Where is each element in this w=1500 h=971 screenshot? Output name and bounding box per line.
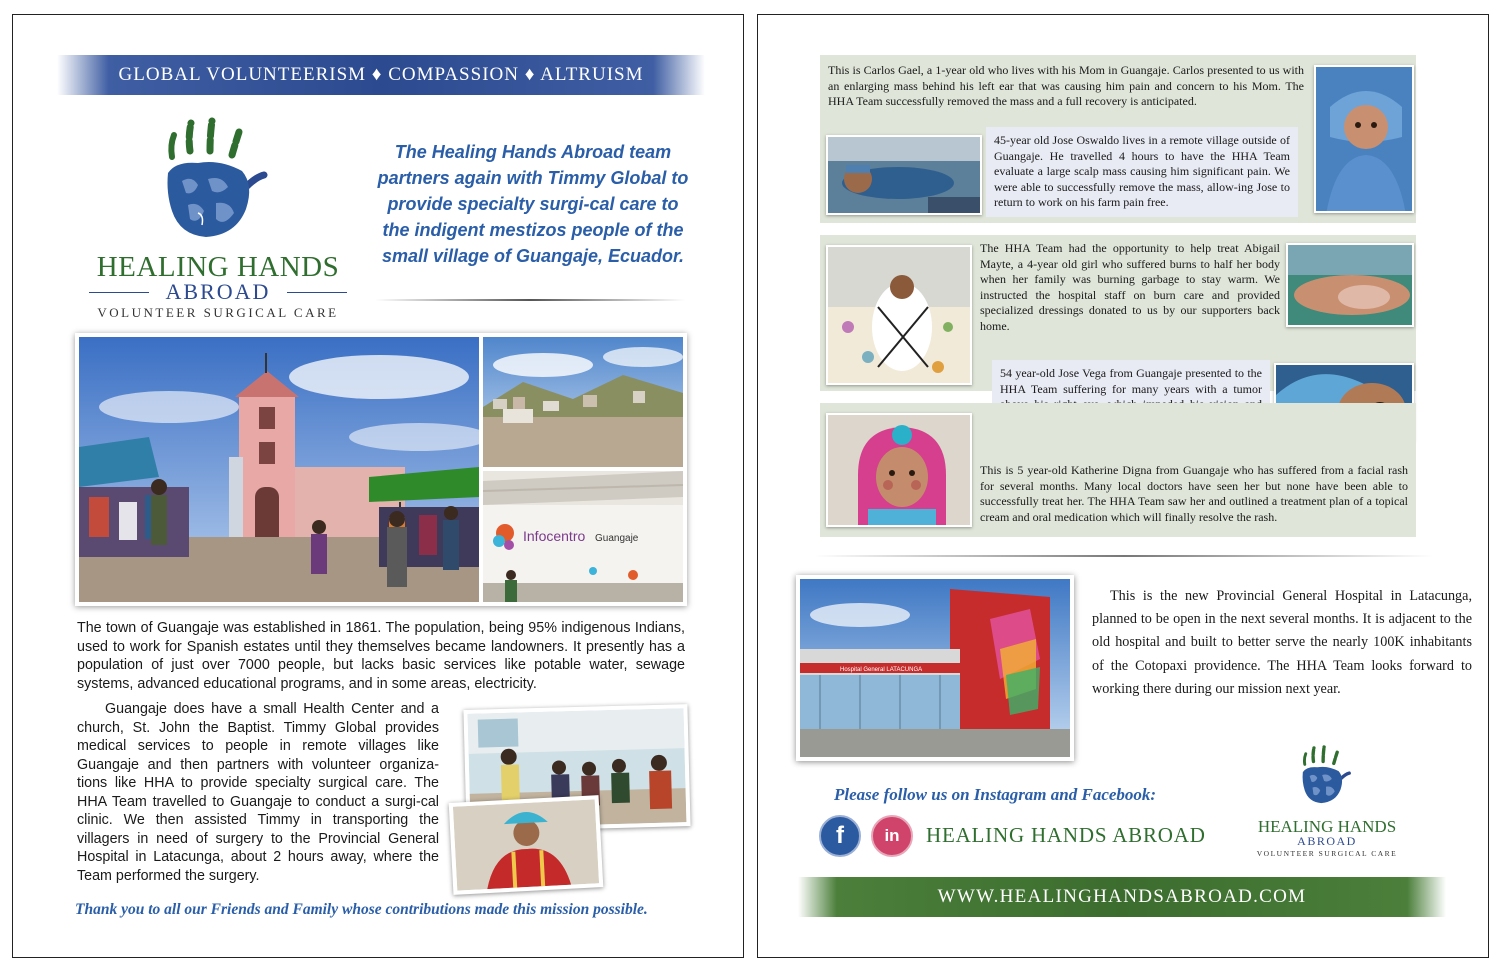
patient-abigail-text: The HHA Team had the opportunity to help treat Abigail Mayte, a 4-year old girl who suffered burns to half her body when her family was burning garbage to stay warm. We instructed the hospital staff on burn care and provided specialized dressings donated to us by our supporters back home.	[980, 241, 1280, 333]
katherine-photo	[826, 413, 972, 527]
hospital-description: This is the new Provincial General Hospital in Latacunga, planned to be open in the next several months. It is adjacent to the old hospital and built to better serve the nearly 100K inhabitants of the Cotopaxi providence. The HHA Team looks forward to working there during our mission next year.	[1092, 588, 1472, 697]
market-church-photo	[79, 337, 479, 602]
thank-you-note: Thank you to all our Friends and Family whose contributions made this mission possible.	[75, 901, 648, 918]
abigail-arm-photo	[1286, 243, 1414, 327]
patient-jose-oswaldo-text: 45-year old Jose Oswaldo lives in a remote village outside of Guangaje. He travelled 4 hours to have the HHA Team evaluate a large scalp mass causing him significant pain. We were able to successfully remove the mass, allow-ing Jose to return to work on his farm pain free.	[986, 127, 1298, 217]
history-paragraph: The town of Guangaje was established in 1861. The population, being 95% indigenous Indians, used to work for Spanish estates until they themselves became landowners. It presently has a population of just over 7000 people, but lacks basic services like potable water, sewage systems, advanced educational programs, and in some areas, electricity.	[77, 620, 685, 692]
facebook-icon[interactable]: f	[819, 815, 861, 857]
right-page	[757, 14, 1489, 958]
logo-subtitle: ABROAD	[165, 279, 271, 304]
hospital-sign: Hospital General LATACUNGA	[840, 667, 923, 673]
abigail-bed-photo	[826, 245, 972, 385]
village-photo	[483, 337, 683, 467]
patient-carlos-text: This is Carlos Gael, a 1-year old who lives with his Mom in Guangaje. Carlos presented to us with an enlarging mass behind his left ear that was causing him pain and concern to his Mom. The HHA Team successfully removed the mass and a full recovery is anticipated.	[828, 63, 1304, 108]
hospital-photo	[796, 575, 1074, 761]
logo-rule-right	[287, 292, 347, 293]
social-handle: HEALING HANDS ABROAD	[926, 823, 1206, 847]
logo-title: HEALING HANDS	[96, 251, 340, 283]
patient-jose-vega-text: 54 year-old Jose Vega from Guangaje presented to the HHA Team suffering for many years with a tumor	[992, 360, 1270, 450]
hand-globe-icon-small	[1298, 737, 1356, 815]
intro-divider	[375, 299, 685, 301]
patient-poncho-photo	[449, 795, 604, 895]
carlos-photo	[1314, 65, 1414, 213]
photo-collage	[75, 333, 687, 606]
infocentro-sign: Infocentro	[523, 528, 586, 544]
logo-small-title: HEALING HANDS	[1257, 817, 1397, 836]
linkedin-icon[interactable]: in	[871, 815, 913, 857]
intro-statement: The Healing Hands Abroad team partners again with Timmy Global to provide specialty surgi-cal care to the indigent mestizos people of the small village of Guangaje, Ecuador.	[377, 142, 689, 266]
follow-us-label: Please follow us on Instagram and Facebook:	[834, 785, 1157, 804]
section-divider	[814, 555, 1434, 557]
infocentro-place: Guangaje	[595, 533, 639, 544]
jose-oswaldo-photo	[826, 135, 982, 215]
mission-paragraph: Guangaje does have a small Health Center and a church, St. John the Baptist. Timmy Global provides medical services to people in remote villages like Guangaje and then partners with volunteer organiza-tions like HHA to provide specialty surgical care. The HHA Team travelled to Guangaje to conduct a surgi-cal clinic. We then assisted Timmy in transporting the villagers in need of surgery to the Provincial General Hospital in Latacunga, about 2 hours away, where the Team performed the surgery.	[77, 701, 439, 884]
clinic-photos	[449, 707, 699, 893]
logo-small-subtitle: ABROAD	[1297, 834, 1357, 848]
infocentro-photo	[483, 471, 683, 602]
logo-tagline: VOLUNTEER SURGICAL CARE	[97, 305, 339, 320]
values-banner: GLOBAL VOLUNTEERISM ♦ COMPASSION ♦ ALTRUISM	[57, 55, 705, 95]
logo-small-tagline: VOLUNTEER SURGICAL CARE	[1256, 849, 1398, 858]
patient-katherine-text: This is 5 year-old Katherine Digna from Guangaje who has suffered from a facial rash for several months. Many local doctors have seen her but none have been able to successfully treat her. The HHA Team saw her and outlined a treatment plan of a topical cream and oral medication which will finally resolve the rash.	[980, 463, 1408, 524]
hha-logo-small	[1232, 737, 1422, 867]
hand-globe-icon	[158, 115, 278, 247]
left-page	[12, 14, 744, 958]
hha-logo	[73, 115, 363, 325]
website-url[interactable]: WWW.HEALINGHANDSABROAD.COM	[798, 877, 1446, 917]
